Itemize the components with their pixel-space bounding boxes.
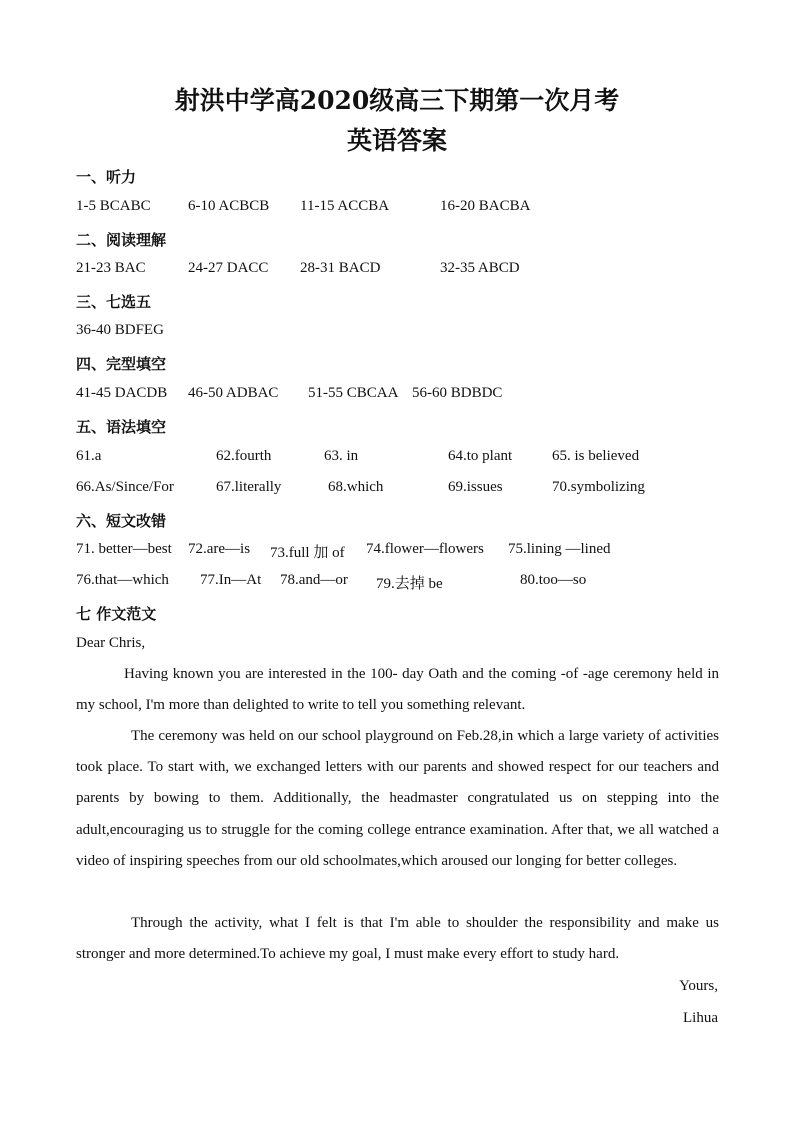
letter-paragraph: Having known you are interested in the 100- day Oath and the coming -of -age ceremony held in my school, I'm more than delighted to write to tell you something relevant. <box>76 666 719 714</box>
answer-group: 28-31 BACD <box>300 260 381 276</box>
letter-paragraph: Through the activity, what I felt is that I'm able to shoulder the responsibility and make us stronger and more determined.To achieve my goal, I must make every effort to study hard. <box>76 915 719 963</box>
section-heading-listening: 一、听力 <box>76 168 137 186</box>
answer-item: 65. is believed <box>552 448 640 464</box>
section-heading-reading: 二、阅读理解 <box>76 231 167 249</box>
answer-item: 75.lining —lined <box>508 541 611 557</box>
answer-item: 78.and—or <box>280 572 348 588</box>
answer-group: 1-5 BCABC <box>76 198 151 214</box>
letter-salutation: Dear Chris, <box>76 635 146 651</box>
answer-item: 67.literally <box>216 479 282 495</box>
answer-item: 64.to plant <box>448 448 513 464</box>
answer-item: 72.are—is <box>188 541 251 557</box>
answer-item: 80.too—so <box>520 572 587 588</box>
answer-group: 32-35 ABCD <box>440 260 520 276</box>
answer-group: 51-55 CBCAA <box>308 385 399 401</box>
answer-item: 73.full 加 of <box>270 545 345 561</box>
section-heading-grammar: 五、语法填空 <box>76 418 167 436</box>
answer-item: 63. in <box>324 448 359 464</box>
section-heading-seven-five: 三、七选五 <box>76 293 152 311</box>
answer-item: 71. better—best <box>76 541 172 557</box>
answer-group: 21-23 BAC <box>76 260 146 276</box>
answer-group: 56-60 BDBDC <box>412 385 503 401</box>
page-subtitle: 英语答案 <box>346 126 447 155</box>
answer-item: 66.As/Since/For <box>76 479 174 495</box>
answer-group: 6-10 ACBCB <box>188 198 270 214</box>
letter-paragraph: The ceremony was held on our school playground on Feb.28,in which a large variety of activities took place. To start with, we exchanged letters with our parents and showed respect for our teachers and parents by bowing to them. Additionally, the headmaster congratulated us on stepping into the adult,encouraging us to struggle for the coming college entrance examination. After that, we all watched a video of inspiring speeches from our old schoolmates,which aroused our longing for better colleges. <box>76 728 719 869</box>
section-heading-writing: 七 作文范文 <box>76 605 157 623</box>
answer-group: 24-27 DACC <box>188 260 269 276</box>
page-title: 射洪中学高2020级高三下期第一次月考 <box>174 86 620 115</box>
answer-group: 41-45 DACDB <box>76 385 168 401</box>
answer-item: 68.which <box>328 479 384 495</box>
answer-item: 69.issues <box>448 479 503 495</box>
answer-item: 77.In—At <box>200 572 262 588</box>
letter-closing: Yours, <box>679 978 718 994</box>
answer-item: 79.去掉 be <box>376 576 443 592</box>
answer-item: 62.fourth <box>216 448 272 464</box>
answer-group: 16-20 BACBA <box>440 198 531 214</box>
answer-group: 46-50 ADBAC <box>188 385 279 401</box>
answer-item: 61.a <box>76 448 102 464</box>
answer-item: 70.symbolizing <box>552 479 645 495</box>
answer-item: 76.that—which <box>76 572 169 588</box>
answer-item: 74.flower—flowers <box>366 541 484 557</box>
answer-group: 11-15 ACCBA <box>300 198 390 214</box>
section-heading-cloze: 四、完型填空 <box>76 355 167 373</box>
section-heading-correction: 六、短文改错 <box>76 512 167 530</box>
answer-group: 36-40 BDFEG <box>76 322 164 338</box>
letter-signature: Lihua <box>683 1010 718 1026</box>
